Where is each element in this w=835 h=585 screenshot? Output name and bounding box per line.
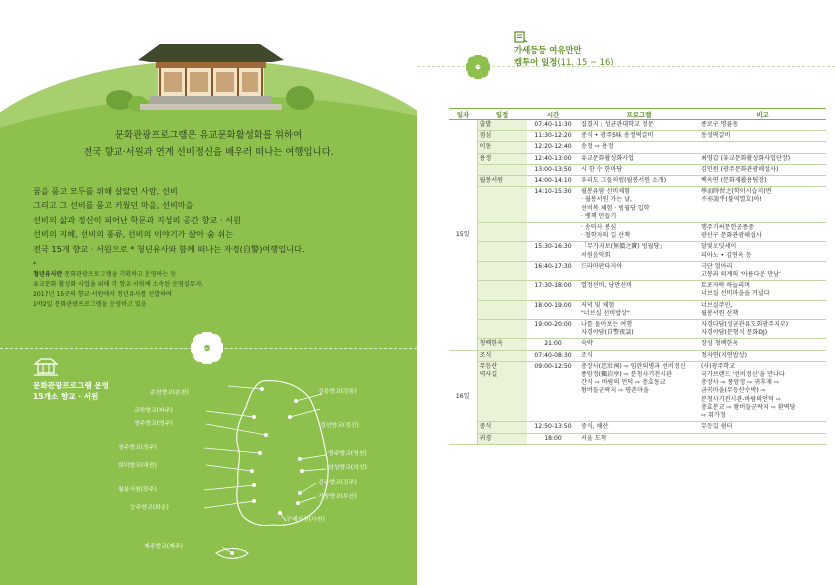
prog-cell: 숙박 [579, 339, 699, 350]
schedule-title-line: 가세등등 여유만만 [514, 45, 582, 55]
map-label-chuncheon: 춘천향교(춘천) [150, 390, 189, 396]
prog-cell: 우리도 그들처럼(월봉서원 소개) [579, 176, 699, 187]
para-line: 선비의 삶과 정신이 피어난 학문과 지성의 공간 향교 · 서원 [33, 214, 241, 225]
note-cell: 자경다담(성균관유도회광주지부) 자경야담(문형식 문화DJ) [699, 320, 826, 339]
map-label-gijang: 기장향교(부산) [318, 494, 357, 500]
time-cell: 13:00-13:50 [527, 164, 579, 175]
time-cell: 21:00 [527, 339, 579, 350]
prog-cell: 충장사(忠壯祠) ⇨ 임란의병과 선비정신 풍암정(楓岩亭) ⇨ 분청사기전시관 간식 ⇨ 바람의 언덕 ⇨ 충효동교 왕버들군락지 ⇨ 평촌마을 [579, 361, 699, 421]
time-cell: 19:00-20:00 [527, 320, 579, 339]
note-cell: 행주기씨문헌공종중 광산구 문화관광해설사 [699, 223, 826, 242]
table-row [449, 261, 826, 280]
intro-text [0, 128, 417, 161]
flower-badge-icon [191, 332, 223, 364]
table-row [449, 120, 826, 131]
hanok-illustration-icon [100, 38, 320, 118]
intro-line: 전국 향교·서원과 연계 선비정신을 배우러 떠나는 여행입니다. [83, 146, 334, 158]
para-line: 선비의 지혜, 선비의 풍류, 선비의 이야기가 살아 숨 쉬는 [33, 229, 234, 240]
map-label-hoedeok: 회덕향교(대전) [118, 463, 157, 469]
prog-cell: 드라마판타지아 [579, 261, 699, 280]
prog-cell: 송정 ⇨ 용정 [579, 142, 699, 153]
prog-cell: 집결지 : 성균관대학교 정문 [579, 120, 699, 131]
table-row [449, 142, 826, 153]
sched-cell [477, 223, 527, 242]
sched-cell [477, 164, 527, 175]
prog-cell: 「무가지보(無價之寶) 빙월당」 서원음악회 [579, 242, 699, 261]
map-label-uiseong: 의성향교(의성) [328, 465, 367, 471]
table-row [449, 300, 826, 319]
table-row [449, 339, 826, 350]
sched-cell: 이동 [477, 142, 527, 153]
sched-cell [477, 261, 527, 280]
sched-cell [477, 300, 527, 319]
time-cell: 07:40-11:30 [527, 120, 579, 131]
intro-line: 문화관광프로그램은 유교문화활성화를 위하여 [114, 130, 303, 141]
table-row [449, 320, 826, 339]
note-cell: 무등길 쉼터 [699, 422, 826, 433]
time-cell: 12:40-13:00 [527, 153, 579, 164]
header-cell: 일자 [449, 109, 477, 120]
sched-cell: 조식 [477, 350, 527, 361]
table-row [449, 153, 826, 164]
sched-cell: 월봉서원 [477, 176, 527, 187]
table-row [449, 164, 826, 175]
note-cell: 최영갑 (유교문화활성화사업단장) [699, 153, 826, 164]
map-label-guje: 구제서원(사천) [286, 517, 325, 523]
time-cell: 07:40-08:30 [527, 350, 579, 361]
note-cell: 백옥연 (문화재활용팀장) [699, 176, 826, 187]
sched-cell: 청백한옥 [477, 339, 527, 350]
map-title [33, 380, 109, 402]
header-cell: 프로그램 [579, 109, 699, 120]
prog-cell: 조식 [579, 350, 699, 361]
prog-cell: 유교문화활성화사업 [579, 153, 699, 164]
table-row [449, 131, 826, 142]
day-cell: 15일 [449, 120, 477, 351]
temple-icon [33, 357, 59, 377]
prog-cell: 월봉유람 선비체험 · 월봉서원 가는 날, 선비복 체험 · 빙월당 입학 · 옛책 만들기 [579, 187, 699, 223]
prog-cell: 열정선비, 낭만선비 [579, 281, 699, 300]
table-body [449, 120, 826, 445]
header-cell: 시간 [527, 109, 579, 120]
header-cell: 비고 [699, 109, 826, 120]
sched-cell [477, 281, 527, 300]
prog-cell: 중식 • 광주5味 송정떡갈비 [579, 131, 699, 142]
note-cell: 토포자락 하늘리며 너브실 선비마을을 거닐다 [699, 281, 826, 300]
map-label-neungju: 능주향교(화순) [130, 505, 169, 511]
sched-cell: 무등산 역사길 [477, 361, 527, 421]
table-header-row [449, 109, 826, 120]
time-cell: 09:00-12:50 [527, 361, 579, 421]
schedule-subtitle: 캠투어 일정 [514, 57, 558, 67]
footnote-line: 1박2일 문화관광프로그램을 운영하고 있음 [33, 300, 147, 308]
footnote-line: 유교문화 활성화 사업을 위해 각 향교·서원에 소속된 운영실무자. [33, 280, 204, 288]
description-paragraph [33, 184, 393, 256]
prog-cell: 시 한 수 한마당 [579, 164, 699, 175]
note-cell: 김인원 (광주문화관광해설사) [699, 164, 826, 175]
footnote [33, 260, 363, 310]
table-row [449, 223, 826, 242]
time-cell: 17:30-18:00 [527, 281, 579, 300]
note-cell: (사)광주학교 국가브랜드 '선비정신'을 만나다 충장사 ⇨ 풍암정 ⇨ 귀후재 ⇨ 금곡마을(무등산수박) ⇨ 분청사기전시관-바람의언덕 ⇨ 충효분교 ⇨ 왕버들군락지 ⇨ 환벽당 ⇨ 취가정 [699, 361, 826, 421]
sched-cell [477, 187, 527, 223]
note-cell: 청자연(지연밥상) [699, 350, 826, 361]
map-label-jeongseon: 정선향교(정선) [320, 423, 359, 429]
note-cell: 장성 청백한옥 [699, 339, 826, 350]
prog-cell: 중식, 해산 [579, 422, 699, 433]
sched-cell: 점심 [477, 131, 527, 142]
left-page [0, 0, 417, 585]
time-cell: 16:40-17:30 [527, 261, 579, 280]
footnote-heading: 청년유사란 [33, 270, 63, 278]
map-label-wolbong: 월봉서원(광주) [118, 487, 157, 493]
map-label-jeju: 제주향교(제주) [144, 544, 183, 550]
document-icon [514, 31, 528, 43]
note-cell: 종로구 명륜동 [699, 120, 826, 131]
time-cell [527, 223, 579, 242]
map-title-line: 15개소 향교 · 서원 [33, 392, 99, 401]
note-cell [699, 433, 826, 444]
note-cell: 學而時習之(학이시습지)면 不亦說乎(불역열호)아! [699, 187, 826, 223]
time-cell: 11:30-12:20 [527, 131, 579, 142]
table-row [449, 422, 826, 433]
map-label-gyoha: 교하향교(파주) [134, 408, 173, 414]
footnote-marker: * [33, 261, 37, 268]
note-cell: 동성떡갈비 [699, 131, 826, 142]
table-row [449, 281, 826, 300]
prog-cell: 서울 도착 [579, 433, 699, 444]
schedule-title [514, 44, 614, 68]
sched-cell: 귀경 [477, 433, 527, 444]
korea-map-icon [150, 375, 390, 575]
map-label-yeongju: 영주향교(영주) [134, 421, 173, 427]
table-row [449, 433, 826, 444]
prog-cell: · 송덕사 봉심 · 철학자의 길 산책 [579, 223, 699, 242]
schedule-dates: (11. 15 ~ 16) [557, 57, 614, 67]
header-cell: 일정 [477, 109, 527, 120]
map-label-jinju: 진주향교(진주) [318, 480, 357, 486]
sched-cell: 출발 [477, 120, 527, 131]
day-cell: 16일 [449, 350, 477, 444]
footnote-line: 문화관광프로그램을 기획하고 운영하는 등 [64, 270, 177, 278]
time-cell: 12:50-13:50 [527, 422, 579, 433]
sched-cell: 용정 [477, 153, 527, 164]
time-cell: 12:20-12:40 [527, 142, 579, 153]
flower-badge-icon [466, 55, 490, 79]
schedule-table [449, 108, 826, 445]
map-label-gangneung: 강릉향교(강릉) [318, 389, 357, 395]
table-row [449, 350, 826, 361]
map-label-cheongju: 청주향교(청주) [118, 445, 157, 451]
time-cell: 18:00-19:00 [527, 300, 579, 319]
para-line: 그리고 그 선비를 품고 키웠던 마을, 선비마을 [33, 200, 194, 211]
note-cell: 달빛오딧세이 피아노 • 김연옥 등 [699, 242, 826, 261]
prog-cell: 저녁 및 체험 "너브실 선비밥상" [579, 300, 699, 319]
footnote-line: 2017년 15곳의 향교·서원에서 청년유사를 선발하여 [33, 290, 172, 298]
sched-cell: 중식 [477, 422, 527, 433]
para-line: 전국 15개 향교 · 서원으로 * 청년유사와 함께 떠나는 자경(自警)여행입니다. [33, 243, 305, 254]
note-cell: 극단 얼아리 고봉과 퇴계의 '아름다운 만남' [699, 261, 826, 280]
time-cell: 18:00 [527, 433, 579, 444]
time-cell: 14:00-14:10 [527, 176, 579, 187]
note-cell: 너브실주민, 월봉서원 산책 [699, 300, 826, 319]
map-label-yeongcheon: 영주향교(영천) [328, 451, 367, 457]
sched-cell [477, 242, 527, 261]
table-row [449, 242, 826, 261]
table-row [449, 176, 826, 187]
table-row [449, 361, 826, 421]
table-row [449, 187, 826, 223]
note-cell [699, 142, 826, 153]
time-cell: 15:30-16:30 [527, 242, 579, 261]
prog-cell: 나를 돌아보는 여행 자경야담(自警夜談) [579, 320, 699, 339]
sched-cell [477, 320, 527, 339]
time-cell: 14:10-15:30 [527, 187, 579, 223]
para-line: 꿈을 품고 모두를 위해 살았던 사람, 선비 [33, 186, 178, 196]
map-title-line: 문화관광프로그램 운영 [33, 381, 109, 390]
